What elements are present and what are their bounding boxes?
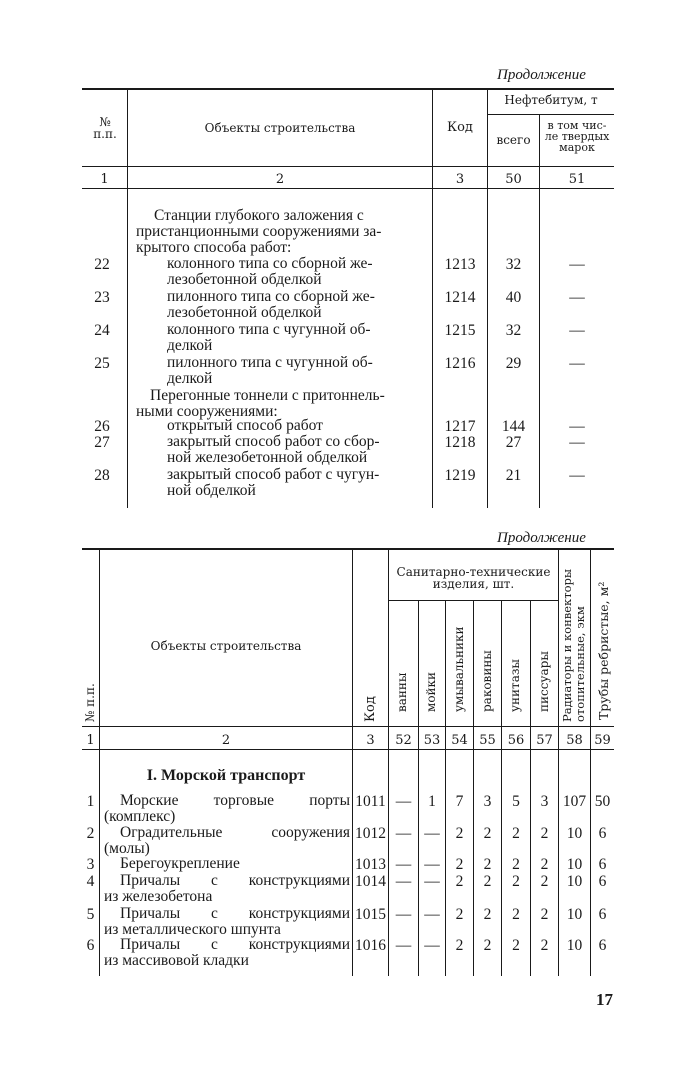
t2-colnum: 2 — [221, 733, 231, 748]
row-value: 10 — [566, 873, 583, 890]
t2-section-heading: I. Морской транспорт — [146, 767, 306, 784]
row-text: Берегоукрепление — [120, 855, 240, 872]
row-text: закрытый способ работ с чугун- ной обделкой — [167, 466, 380, 499]
row-number: 22 — [94, 256, 110, 273]
row-total: 21 — [505, 467, 522, 484]
row-text: закрытый способ работ со сбор- ной железобетонной обделкой — [167, 433, 380, 466]
row-value: 2 — [455, 937, 464, 954]
row-value: 2 — [512, 873, 520, 890]
row-hard: — — [569, 355, 585, 372]
row-number: 2 — [86, 825, 95, 842]
row-value: 5 — [512, 793, 520, 810]
row-value: 2 — [512, 856, 520, 873]
t1-header-code: Код — [447, 120, 473, 135]
t2-colnum: 56 — [507, 733, 525, 748]
t2-header-urinals: писсуары — [537, 651, 551, 712]
row-number: 5 — [86, 906, 95, 923]
row-text: колонного типа с чугунной об- делкой — [167, 321, 371, 354]
row-number: 26 — [94, 418, 110, 435]
row-text: колонного типа со сборной же- лезобетонной обделкой — [167, 255, 373, 288]
row-code: 1013 — [355, 856, 386, 873]
row-value: 6 — [598, 873, 607, 890]
row-value: 6 — [598, 906, 607, 923]
t2-header-toilets: унитазы — [508, 659, 522, 712]
t1-section-tunnels: Перегонные тоннели с притоннель- ными сооружениями: — [136, 387, 385, 420]
row-total: 144 — [501, 418, 526, 435]
row-value: 2 — [540, 856, 549, 873]
row-number: 1 — [86, 793, 95, 810]
row-value: — — [424, 906, 440, 923]
t1-intro-text: Станции глубокого заложения с пристанционными сооружениями за- крытого способа работ: — [136, 207, 382, 256]
t1-header-bitumen: Нефтебитум, т — [504, 93, 598, 107]
row-code: 1217 — [444, 418, 476, 435]
row-value: 2 — [483, 937, 492, 954]
row-text: Оградительные сооружения (молы) — [104, 824, 350, 857]
t1-header-objects: Объекты строительства — [204, 121, 356, 135]
row-value: 10 — [566, 906, 583, 923]
t2-colnum: 1 — [86, 733, 95, 748]
t1-colnum: 1 — [100, 172, 109, 187]
row-value: 10 — [566, 937, 583, 954]
t2-colnum: 59 — [594, 733, 611, 748]
row-value: 50 — [594, 793, 611, 810]
t1-colnum: 3 — [455, 172, 465, 187]
row-value: 10 — [566, 825, 583, 842]
row-value: 2 — [455, 906, 464, 923]
row-total: 29 — [505, 355, 522, 372]
t2-header-basins: раковины — [480, 650, 494, 712]
row-total: 32 — [505, 322, 522, 339]
row-value: — — [395, 793, 412, 810]
row-code: 1214 — [444, 289, 476, 306]
row-number: 3 — [86, 856, 95, 873]
row-hard: — — [569, 256, 585, 273]
t2-header-radiators: Радиаторы и конвекторы отопительные, экм — [560, 568, 587, 722]
t2-colnum: 55 — [479, 733, 496, 748]
row-value: — — [395, 856, 412, 873]
row-text: пилонного типа со сборной же- лезобетонной обделкой — [167, 288, 375, 321]
row-value: 2 — [540, 825, 549, 842]
t1-header-total: всего — [496, 133, 531, 147]
t2-header-sinks: мойки — [424, 671, 438, 712]
row-number: 25 — [94, 355, 110, 372]
row-hard: — — [569, 289, 585, 306]
t1-colnum: 51 — [568, 172, 586, 187]
row-number: 6 — [86, 937, 95, 954]
row-number: 23 — [94, 289, 110, 306]
t2-header-sanitary: Санитарно-технические изделия, шт. — [396, 565, 551, 591]
row-total: 27 — [505, 434, 522, 451]
t1-header-num: № п.п. — [93, 115, 117, 141]
row-total: 32 — [505, 256, 522, 273]
row-code: 1016 — [355, 937, 386, 954]
row-code: 1218 — [444, 434, 476, 451]
row-text: Причалы с конструкциями из железобетона — [104, 872, 350, 905]
row-total: 40 — [505, 289, 522, 306]
t2-colnum: 58 — [566, 733, 583, 748]
t2-colnum: 53 — [423, 733, 441, 748]
row-value: — — [395, 906, 412, 923]
row-value: — — [424, 856, 440, 873]
row-text: пилонного типа с чугунной об- делкой — [167, 354, 373, 387]
t2-header-code: Код — [363, 696, 378, 722]
row-value: 6 — [598, 825, 607, 842]
t2-header-num: № п.п. — [83, 683, 97, 722]
row-code: 1216 — [444, 355, 476, 372]
row-code: 1011 — [355, 793, 386, 810]
row-hard: — — [569, 434, 585, 451]
t2-colnum: 57 — [536, 733, 553, 748]
row-value: 2 — [512, 825, 520, 842]
row-text: Морские торговые порты (комплекс) — [104, 792, 350, 825]
row-value: 2 — [540, 906, 549, 923]
t2-header-pipes: Трубы ребристые, м² — [596, 581, 611, 720]
row-value: 3 — [540, 793, 549, 810]
row-value: — — [424, 937, 440, 954]
row-value: 2 — [540, 937, 549, 954]
row-value: 2 — [483, 906, 492, 923]
row-value: 2 — [483, 856, 492, 873]
row-value: — — [395, 825, 412, 842]
row-value: 7 — [455, 793, 464, 810]
t2-header-washbasins: умывальники — [452, 626, 466, 712]
row-value: — — [395, 873, 412, 890]
row-value: — — [424, 873, 440, 890]
row-value: 10 — [566, 856, 583, 873]
row-text: Причалы с конструкциями из металлического шпунта — [104, 905, 350, 938]
t2-colnum: 3 — [366, 733, 375, 748]
row-value: — — [395, 937, 412, 954]
row-hard: — — [569, 322, 585, 339]
row-number: 4 — [86, 873, 95, 890]
t1-header-hard: в том чис- ле твердых марок — [544, 119, 610, 154]
row-code: 1213 — [444, 256, 476, 273]
row-code: 1215 — [444, 322, 476, 339]
row-number: 24 — [94, 322, 110, 339]
row-value: 6 — [598, 856, 607, 873]
t1-colnum: 50 — [505, 172, 522, 187]
t2-colnum: 54 — [451, 733, 468, 748]
row-value: 2 — [455, 856, 464, 873]
t2-header-objects: Объекты строительства — [150, 639, 302, 653]
row-value: 2 — [512, 937, 520, 954]
row-text: открытый способ работ — [167, 417, 323, 434]
row-value: 2 — [483, 825, 492, 842]
row-value: 2 — [455, 873, 464, 890]
continuation-label-2: Продолжение — [497, 530, 586, 546]
t2-colnum: 52 — [395, 733, 412, 748]
row-value: 2 — [540, 873, 549, 890]
row-hard: — — [569, 418, 585, 435]
row-value: 2 — [455, 825, 464, 842]
row-value: 2 — [483, 873, 492, 890]
row-number: 28 — [94, 467, 110, 484]
row-value: 2 — [512, 906, 520, 923]
row-value: 107 — [562, 793, 587, 810]
row-code: 1014 — [355, 873, 386, 890]
row-text: Причалы с конструкциями из массивовой кладки — [104, 936, 350, 969]
row-code: 1015 — [355, 906, 386, 923]
page-number: 17 — [596, 990, 613, 1009]
row-code: 1219 — [444, 467, 476, 484]
row-value: 3 — [483, 793, 492, 810]
row-number: 27 — [94, 434, 110, 451]
row-value: 6 — [598, 937, 607, 954]
row-hard: — — [569, 467, 585, 484]
continuation-label-1: Продолжение — [497, 67, 586, 83]
row-value: 1 — [428, 793, 436, 810]
t2-header-bath: ванны — [395, 672, 409, 712]
t1-colnum: 2 — [275, 172, 285, 187]
row-value: — — [424, 825, 440, 842]
row-code: 1012 — [355, 825, 386, 842]
